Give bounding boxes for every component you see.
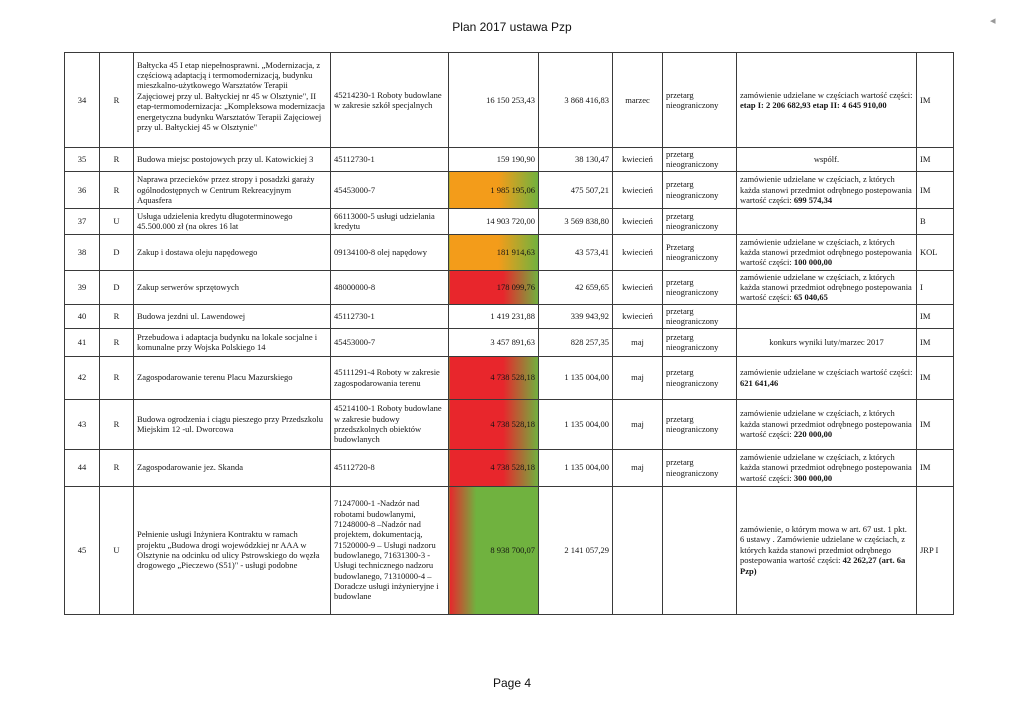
order-type: D: [100, 234, 134, 270]
estimated-value-pln: 178 099,76: [449, 270, 539, 304]
order-description: [134, 171, 331, 208]
order-description: [134, 449, 331, 486]
order-description: [134, 208, 331, 234]
estimated-value-pln: 159 190,90: [449, 148, 539, 172]
table-row: [65, 171, 954, 208]
order-description: [134, 148, 331, 172]
estimated-value-eur: 828 257,35: [539, 328, 613, 356]
row-number: 36: [65, 171, 100, 208]
cpv-code: 09134100-8 olej napędowy: [331, 234, 449, 270]
planned-month: kwiecień: [613, 270, 663, 304]
order-description: [134, 399, 331, 449]
cpv-code: 48000000-8: [331, 270, 449, 304]
order-description-text: Naprawa przecieków przez stropy i posadzki garaży ogólnodostępnych w Centrum Rekreacyjnym Aquasfera: [137, 174, 315, 205]
department-code: I: [917, 270, 954, 304]
planned-month: [613, 486, 663, 614]
procurement-mode: przetarg nieograniczony: [663, 148, 737, 172]
table-row: [65, 486, 954, 614]
department-code: IM: [917, 171, 954, 208]
planned-month: kwiecień: [613, 171, 663, 208]
department-code: IM: [917, 328, 954, 356]
table-row: [65, 356, 954, 399]
order-type: R: [100, 356, 134, 399]
order-type: R: [100, 171, 134, 208]
additional-notes: [737, 328, 917, 356]
department-code: JRP I: [917, 486, 954, 614]
planned-month: maj: [613, 399, 663, 449]
table-row: [65, 234, 954, 270]
procurement-mode: przetarg nieograniczony: [663, 356, 737, 399]
estimated-value-pln: 1 985 195,06: [449, 171, 539, 208]
table-row: [65, 208, 954, 234]
row-number: 44: [65, 449, 100, 486]
order-type: D: [100, 270, 134, 304]
row-number: 34: [65, 53, 100, 148]
corner-mark-icon: ◂: [990, 15, 996, 27]
order-description-text: Zakup i dostawa oleju napędowego: [137, 247, 258, 258]
table-row: [65, 449, 954, 486]
order-type: U: [100, 486, 134, 614]
note-text: zamówienie, o którym mowa w art. 67 ust. 1 pkt. 6 ustawy . Zamówienie udzielane w częściach, z których każda stanowi przedmiot odrębnego postepowania wartość części: 42 262,27 (art. 6a Pzp): [740, 524, 907, 576]
order-description-text: Budowa ogrodzenia i ciągu pieszego przy Przedszkolu Miejskim 12 -ul. Dworcowa: [137, 413, 323, 435]
department-code: B: [917, 208, 954, 234]
planned-month: maj: [613, 356, 663, 399]
additional-notes: [737, 171, 917, 208]
note-text: zamówienie udzielane w częściach, z których każda stanowi przedmiot odrębnego postepowania wartość części: 300 000,00: [740, 451, 912, 483]
estimated-value-eur: 42 659,65: [539, 270, 613, 304]
additional-notes: [737, 399, 917, 449]
estimated-value-eur: 38 130,47: [539, 148, 613, 172]
cpv-code: 45214230-1 Roboty budowlane w zakresie szkół specjalnych: [331, 53, 449, 148]
procurement-mode: przetarg nieograniczony: [663, 53, 737, 148]
cpv-code: 45453000-7: [331, 328, 449, 356]
cpv-code: 45112730-1: [331, 148, 449, 172]
note-text: wspólf.: [813, 154, 840, 165]
procurement-mode: [663, 486, 737, 614]
cpv-code: 45453000-7: [331, 171, 449, 208]
estimated-value-eur: 3 569 838,80: [539, 208, 613, 234]
department-code: KOL: [917, 234, 954, 270]
cpv-code: 45112720-8: [331, 449, 449, 486]
procurement-mode: przetarg nieograniczony: [663, 399, 737, 449]
row-number: 45: [65, 486, 100, 614]
estimated-value-eur: 1 135 004,00: [539, 399, 613, 449]
row-number: 40: [65, 304, 100, 328]
additional-notes: [737, 304, 917, 328]
planned-month: marzec: [613, 53, 663, 148]
page-number: Page 4: [492, 676, 532, 690]
additional-notes: [737, 449, 917, 486]
procurement-plan-table: [64, 52, 939, 613]
planned-month: kwiecień: [613, 234, 663, 270]
estimated-value-pln: 4 738 528,18: [449, 399, 539, 449]
cpv-code: 71247000-1 -Nadzór nad robotami budowlanymi, 71248000-8 –Nadzór nad projektem, dokumentacją, 71520000-9 – Usługi nadzoru budowlanego, 71631300-3 - Usługi technicznego nadzoru budowlanego, 71310000-4 – Doradcze usługi inżynieryjne i budowlane: [331, 486, 449, 614]
department-code: IM: [917, 53, 954, 148]
order-description: [134, 486, 331, 614]
procurement-mode: przetarg nieograniczony: [663, 304, 737, 328]
additional-notes: [737, 53, 917, 148]
order-description-text: Budowa miejsc postojowych przy ul. Katowickiej 3: [137, 154, 314, 165]
estimated-value-eur: 2 141 057,29: [539, 486, 613, 614]
order-type: R: [100, 449, 134, 486]
order-description-text: Pełnienie usługi Inżyniera Kontraktu w ramach projektu „Budowa drogi wojewódzkiej nr AAA w Olsztynie na odcinku od ulicy Pstrowskiego do węzła drogowego „Pieczewo (S51)" - usługi podobne: [137, 529, 320, 571]
additional-notes: [737, 234, 917, 270]
estimated-value-eur: 43 573,41: [539, 234, 613, 270]
order-type: U: [100, 208, 134, 234]
order-description: [134, 270, 331, 304]
estimated-value-pln: 4 738 528,18: [449, 356, 539, 399]
planned-month: kwiecień: [613, 208, 663, 234]
planned-month: kwiecień: [613, 148, 663, 172]
note-text: zamówienie udzielane w częściach wartość części: etap I: 2 206 682,93 etap II: 4 645 910,00: [740, 89, 913, 110]
department-code: IM: [917, 399, 954, 449]
order-description: [134, 328, 331, 356]
estimated-value-eur: 339 943,92: [539, 304, 613, 328]
note-text: zamówienie udzielane w częściach, z których każda stanowi przedmiot odrębnego postepowania wartość części: 220 000,00: [740, 408, 912, 440]
row-number: 43: [65, 399, 100, 449]
order-description-text: Budowa jezdni ul. Lawendowej: [137, 310, 246, 321]
row-number: 38: [65, 234, 100, 270]
department-code: IM: [917, 449, 954, 486]
order-type: R: [100, 148, 134, 172]
planned-month: kwiecień: [613, 304, 663, 328]
estimated-value-eur: 1 135 004,00: [539, 356, 613, 399]
order-description: [134, 304, 331, 328]
table-row: [65, 304, 954, 328]
estimated-value-pln: 14 903 720,00: [449, 208, 539, 234]
estimated-value-eur: 475 507,21: [539, 171, 613, 208]
procurement-mode: przetarg nieograniczony: [663, 270, 737, 304]
page-title: Plan 2017 ustawa Pzp: [452, 20, 572, 34]
table-row: [65, 270, 954, 304]
additional-notes: [737, 356, 917, 399]
cpv-code: 66113000-5 usługi udzielania kredytu: [331, 208, 449, 234]
note-text: zamówienie udzielane w częściach, z których każda stanowi przedmiot odrębnego postepowania wartość części: 65 040,65: [740, 271, 912, 303]
department-code: IM: [917, 148, 954, 172]
procurement-mode: przetarg nieograniczony: [663, 449, 737, 486]
estimated-value-eur: 3 868 416,83: [539, 53, 613, 148]
planned-month: maj: [613, 328, 663, 356]
order-description-text: Zagospodarowanie jez. Skanda: [137, 462, 243, 473]
order-description: [134, 53, 331, 148]
order-description-text: Przebudowa i adaptacja budynku na lokale socjalne i komunalne przy Wojska Polskiego 14: [137, 331, 318, 353]
estimated-value-pln: 4 738 528,18: [449, 449, 539, 486]
row-number: 39: [65, 270, 100, 304]
table-row: [65, 53, 954, 148]
procurement-mode: przetarg nieograniczony: [663, 171, 737, 208]
order-description: [134, 356, 331, 399]
cpv-code: 45214100-1 Roboty budowlane w zakresie budowy przedszkolnych obiektów budowlanych: [331, 399, 449, 449]
additional-notes: [737, 486, 917, 614]
additional-notes: [737, 270, 917, 304]
estimated-value-pln: 3 457 891,63: [449, 328, 539, 356]
department-code: IM: [917, 356, 954, 399]
table-row: [65, 148, 954, 172]
planned-month: maj: [613, 449, 663, 486]
additional-notes: [737, 148, 917, 172]
cpv-code: 45112730-1: [331, 304, 449, 328]
order-description: [134, 234, 331, 270]
order-type: R: [100, 399, 134, 449]
note-text: konkurs wyniki luty/marzec 2017: [769, 336, 884, 347]
estimated-value-pln: 1 419 231,88: [449, 304, 539, 328]
order-description-text: Zakup serwerów sprzętowych: [137, 282, 239, 293]
note-text: zamówienie udzielane w częściach, z których każda stanowi przedmiot odrębnego postepowania wartość części: 100 000,00: [740, 236, 912, 268]
table-row: [65, 328, 954, 356]
order-type: R: [100, 328, 134, 356]
estimated-value-eur: 1 135 004,00: [539, 449, 613, 486]
procurement-mode: Przetarg nieograniczony: [663, 234, 737, 270]
row-number: 35: [65, 148, 100, 172]
estimated-value-pln: 8 938 700,07: [449, 486, 539, 614]
row-number: 42: [65, 356, 100, 399]
order-description-text: Bałtycka 45 I etap niepełnosprawni. „Modernizacja, z częściową adaptacją i termomodernizacją, budynku mieszkalno-użytkowego Warsztatów Terapii Zajęciowej przy ul. Bałtyckiej nr 45 w Olsztynie", II etap-termomodernizacja: „Kompleksowa modernizacja energetyczna budynku Warsztatów Terapii Zajęciowej przy ul. Bałtyckiej 45 w Olsztynie": [137, 59, 325, 132]
order-description-text: Usługa udzielenia kredytu długoterminowego 45.500.000 zł (na okres 16 lat: [137, 210, 293, 232]
table-row: [65, 399, 954, 449]
note-text: zamówienie udzielane w częściach, z których każda stanowi przedmiot odrębnego postepowania wartość części: 699 574,34: [740, 174, 912, 205]
order-description-text: Zagospodarowanie terenu Placu Mazurskiego: [137, 372, 293, 383]
estimated-value-pln: 181 914,63: [449, 234, 539, 270]
row-number: 37: [65, 208, 100, 234]
estimated-value-pln: 16 150 253,43: [449, 53, 539, 148]
cpv-code: 45111291-4 Roboty w zakresie zagospodarowania terenu: [331, 356, 449, 399]
procurement-mode: przetarg nieograniczony: [663, 328, 737, 356]
order-type: R: [100, 53, 134, 148]
procurement-mode: przetarg nieograniczony: [663, 208, 737, 234]
department-code: IM: [917, 304, 954, 328]
note-text: zamówienie udzielane w częściach wartość części: 621 641,46: [740, 367, 913, 388]
row-number: 41: [65, 328, 100, 356]
order-type: R: [100, 304, 134, 328]
additional-notes: [737, 208, 917, 234]
